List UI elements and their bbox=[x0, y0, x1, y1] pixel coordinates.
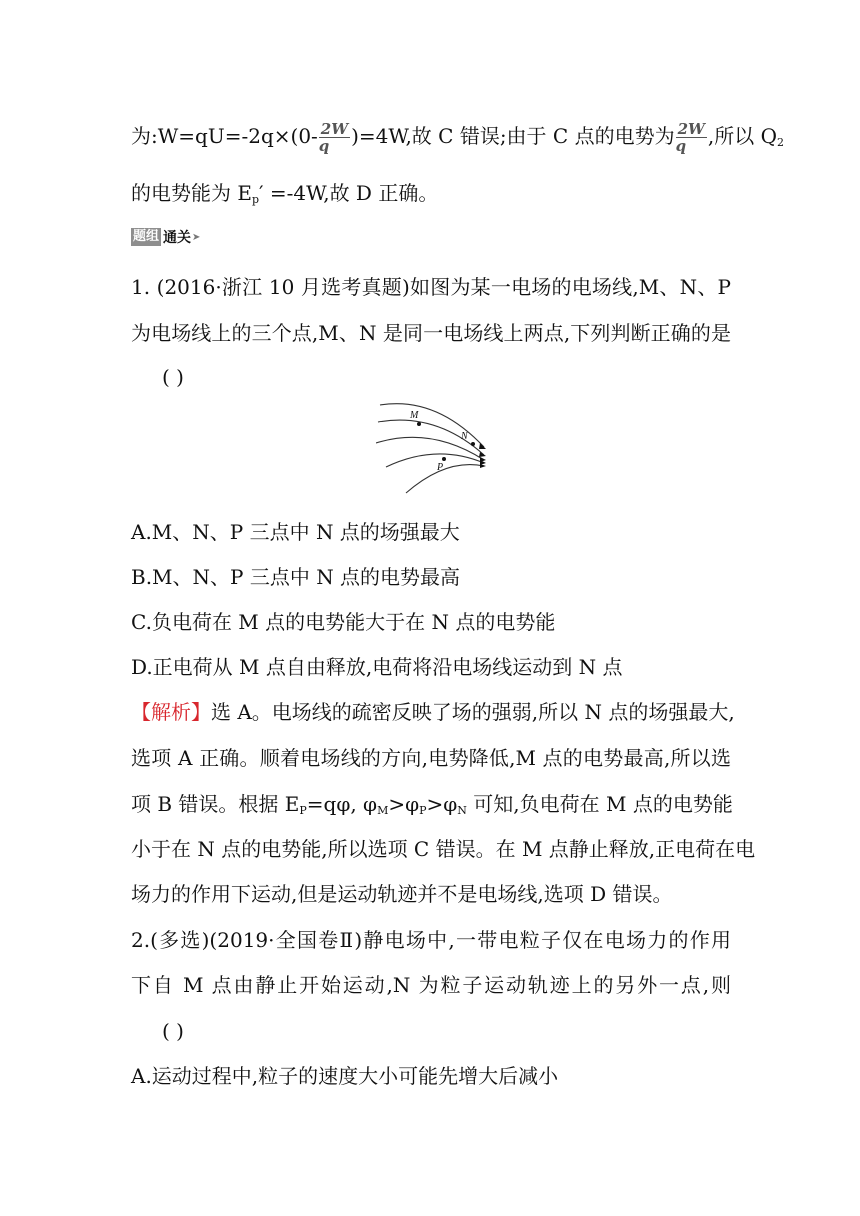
option-a: A.M、N、P 三点中 N 点的场强最大 bbox=[131, 520, 460, 544]
option-b: B.M、N、P 三点中 N 点的电势最高 bbox=[131, 565, 461, 589]
option-c: C.负电荷在 M 点的电势能大于在 N 点的电势能 bbox=[131, 610, 556, 634]
analysis-line-3: 项 B 错误。根据 $E_P=q\varphi$, $\varphi_M>\varphi_P>\varphi_N$ 可知,负电荷在 M 点的电势能 bbox=[131, 792, 733, 817]
text-line: 的电势能为 $E_p' =-4W$,故 D 正确。 bbox=[131, 181, 439, 206]
answer-paren: ( ) bbox=[162, 365, 184, 389]
option-d: D.正电荷从 M 点自由释放,电荷将沿电场线运动到 N 点 bbox=[131, 655, 623, 679]
arrowhead bbox=[480, 464, 486, 468]
point-m bbox=[417, 422, 421, 426]
label-m: M bbox=[410, 410, 419, 421]
question-1-line-2: 为电场线上的三个点,M、N 是同一电场线上两点,下列判断正确的是 bbox=[131, 321, 731, 345]
badge-text: 通关 bbox=[163, 230, 192, 246]
question-2-line-2: 下自 M 点由静止开始运动,N 为粒子运动轨迹上的另外一点,则 bbox=[131, 973, 731, 997]
analysis-tag: 【解析】 bbox=[131, 700, 211, 724]
fraction-2w-over-q: $\frac{2W}{q}$ bbox=[675, 120, 705, 155]
badge-box: 题组 bbox=[133, 229, 160, 244]
field-line bbox=[406, 465, 484, 493]
electric-field-lines-diagram bbox=[376, 398, 496, 498]
analysis-line-2: 选项 A 正确。顺着电场线的方向,电势降低,M 点的电势最高,所以选 bbox=[131, 746, 731, 770]
label-p: P bbox=[437, 462, 444, 473]
analysis-line-5: 场力的作用下运动,但是运动轨迹并不是电场线,选项 D 错误。 bbox=[131, 882, 673, 906]
label-n: N bbox=[461, 431, 468, 442]
analysis-line-4: 小于在 N 点的电势能,所以选项 C 错误。在 M 点静止释放,正电荷在电 bbox=[131, 837, 756, 861]
fraction-2w-over-q: $\frac{2W}{q}$ bbox=[318, 120, 349, 155]
arrow-icon: ➤ bbox=[192, 231, 201, 243]
arrowhead bbox=[479, 443, 486, 449]
field-line bbox=[376, 437, 484, 460]
field-line bbox=[378, 420, 484, 455]
question-2-line-1: 2.(多选)(2019·全国卷Ⅱ)静电场中,一带电粒子仅在电场力的作用 bbox=[131, 928, 731, 952]
option-a: A.运动过程中,粒子的速度大小可能先增大后减小 bbox=[131, 1064, 559, 1088]
point-n bbox=[471, 442, 475, 446]
section-badge bbox=[131, 228, 200, 246]
answer-paren: ( ) bbox=[162, 1019, 184, 1043]
arrowhead bbox=[479, 452, 486, 457]
analysis-line-1: 【解析】选 A。电场线的疏密反映了场的强弱,所以 N 点的场强最大, bbox=[131, 700, 735, 724]
point-p bbox=[442, 457, 446, 461]
text-line: 为:W=qU=-2q×(0- $\frac{2W}{q}$ )=4W,故 C 错误;由于 C 点的电势为 $\frac{2W}{q}$ ,所以 $Q_2$ bbox=[131, 120, 784, 155]
question-1-line-1: 1. (2016·浙江 10 月选考真题)如图为某一电场的电场线,M、N、P bbox=[131, 275, 731, 299]
